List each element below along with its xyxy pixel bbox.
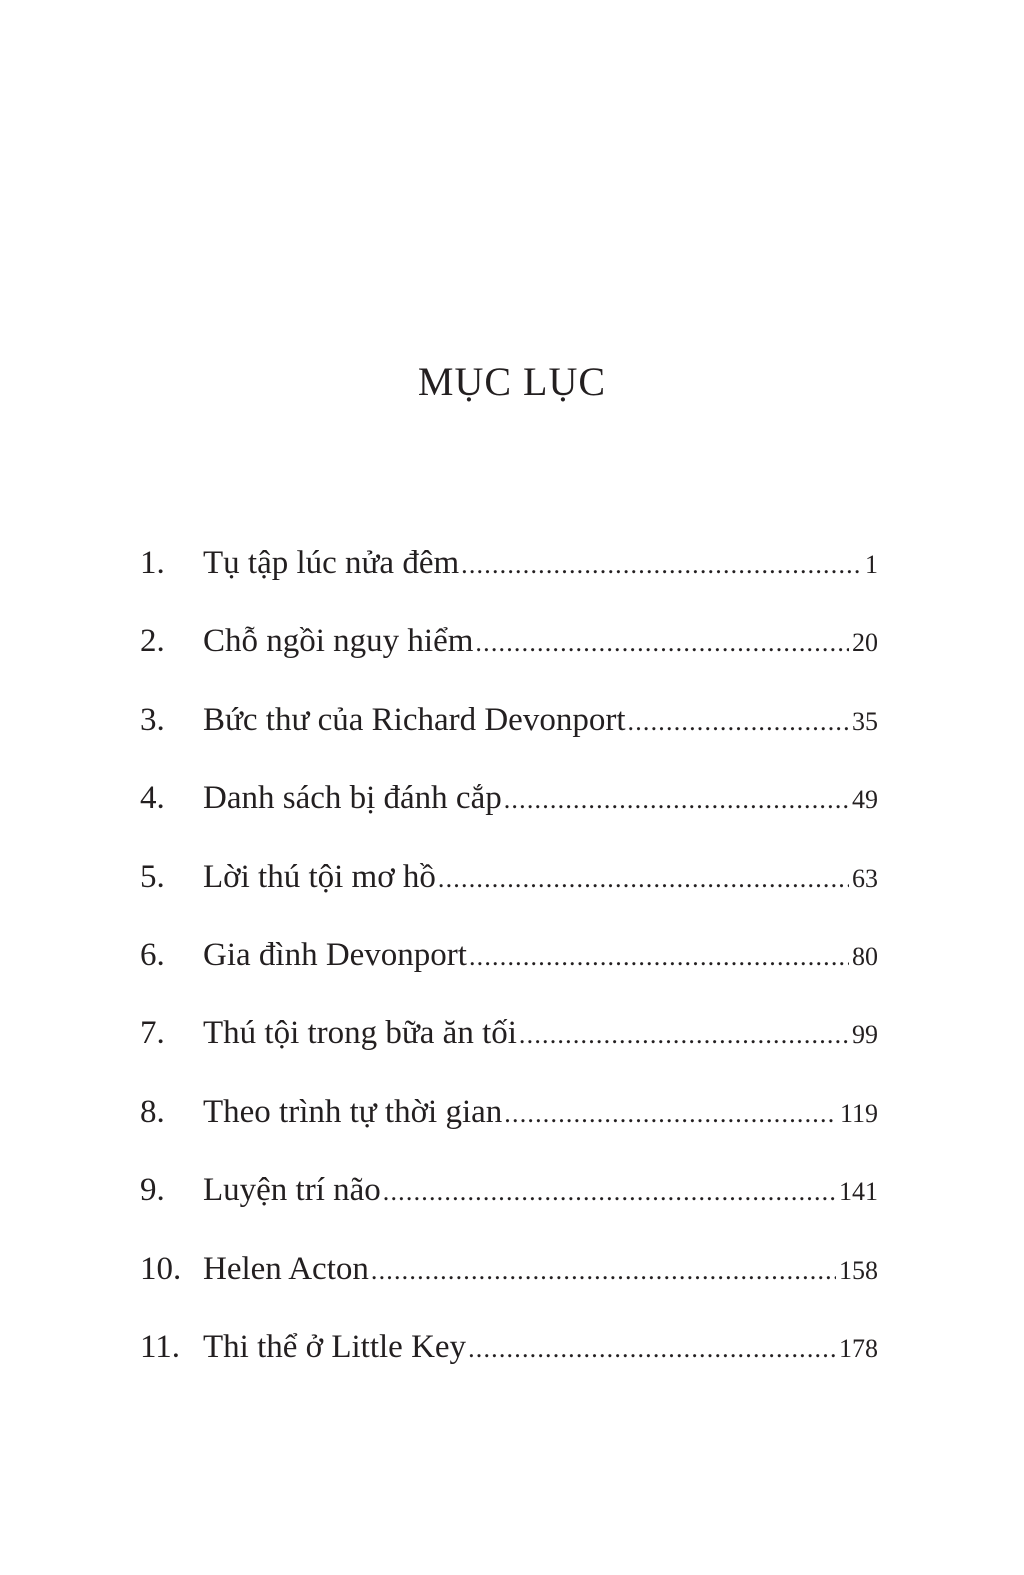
toc-entry-title: Gia đình Devonport — [203, 936, 467, 973]
toc-entry-number: 2. — [140, 623, 165, 660]
toc-leader-dots — [371, 1248, 836, 1294]
toc-entry-page: 158 — [839, 1255, 878, 1285]
toc-entry-title: Chỗ ngồi nguy hiểm — [203, 623, 474, 660]
toc-leader-dots — [519, 1012, 849, 1058]
toc-entry-number: 5. — [140, 858, 165, 895]
toc-entry-5 — [140, 854, 878, 932]
toc-entry-title: Thú tội trong bữa ăn tối — [203, 1015, 517, 1052]
toc-entry-2 — [140, 618, 878, 696]
toc-entry-title: Luyện trí não — [203, 1172, 381, 1209]
toc-leader-dots — [504, 1091, 837, 1137]
toc-leader-dots — [383, 1169, 836, 1215]
toc-leader-dots — [438, 856, 849, 902]
toc-entry-number: 11. — [140, 1328, 181, 1365]
toc-entry-number: 1. — [140, 545, 165, 581]
toc-entry-page: 141 — [839, 1177, 878, 1207]
toc-entry-page: 80 — [852, 941, 878, 971]
toc-entry-number: 9. — [140, 1172, 165, 1209]
toc-entry-page: 1 — [865, 550, 878, 579]
toc-entry-page: 49 — [852, 785, 878, 815]
toc-entry-11 — [140, 1324, 878, 1402]
toc-leader-dots — [469, 934, 849, 980]
toc-entry-7 — [140, 1010, 878, 1088]
toc-entry-title: Danh sách bị đánh cắp — [203, 780, 502, 817]
toc-entry-6 — [140, 932, 878, 1010]
toc-entry-9 — [140, 1167, 878, 1245]
toc-entry-page: 99 — [852, 1020, 878, 1050]
toc-entry-title: Lời thú tội mơ hồ — [203, 858, 436, 895]
toc-entry-title: Thi thể ở Little Key — [203, 1328, 467, 1365]
toc-leader-dots — [628, 699, 850, 745]
toc-entry-number: 8. — [140, 1093, 165, 1130]
toc-leader-dots — [504, 777, 849, 823]
table-of-contents — [140, 540, 878, 1402]
toc-entry-title: Tụ tập lúc nửa đêm — [203, 545, 460, 581]
toc-leader-dots — [475, 620, 849, 666]
toc-entry-title: Helen Acton — [203, 1250, 369, 1287]
toc-entry-number: 10. — [140, 1250, 182, 1287]
toc-entry-page: 119 — [839, 1098, 878, 1128]
toc-entry-8 — [140, 1089, 878, 1167]
toc-leader-dots — [468, 1326, 836, 1372]
toc-entry-3 — [140, 697, 878, 775]
toc-entry-title: Bức thư của Richard Devonport — [203, 701, 626, 738]
toc-entry-page: 63 — [852, 863, 878, 893]
toc-entry-number: 7. — [140, 1015, 165, 1052]
page-title: MỤC LỤC — [417, 359, 607, 404]
toc-entry-page: 178 — [839, 1333, 878, 1363]
toc-entry-10 — [140, 1246, 878, 1324]
toc-entry-number: 4. — [140, 780, 165, 817]
toc-entry-4 — [140, 775, 878, 853]
toc-leader-dots — [461, 542, 862, 588]
toc-entry-1 — [140, 540, 878, 618]
toc-entry-title: Theo trình tự thời gian — [203, 1093, 503, 1130]
toc-entry-page: 35 — [852, 706, 878, 736]
toc-entry-number: 6. — [140, 936, 165, 973]
toc-entry-page: 20 — [852, 628, 878, 658]
toc-entry-number: 3. — [140, 701, 165, 738]
